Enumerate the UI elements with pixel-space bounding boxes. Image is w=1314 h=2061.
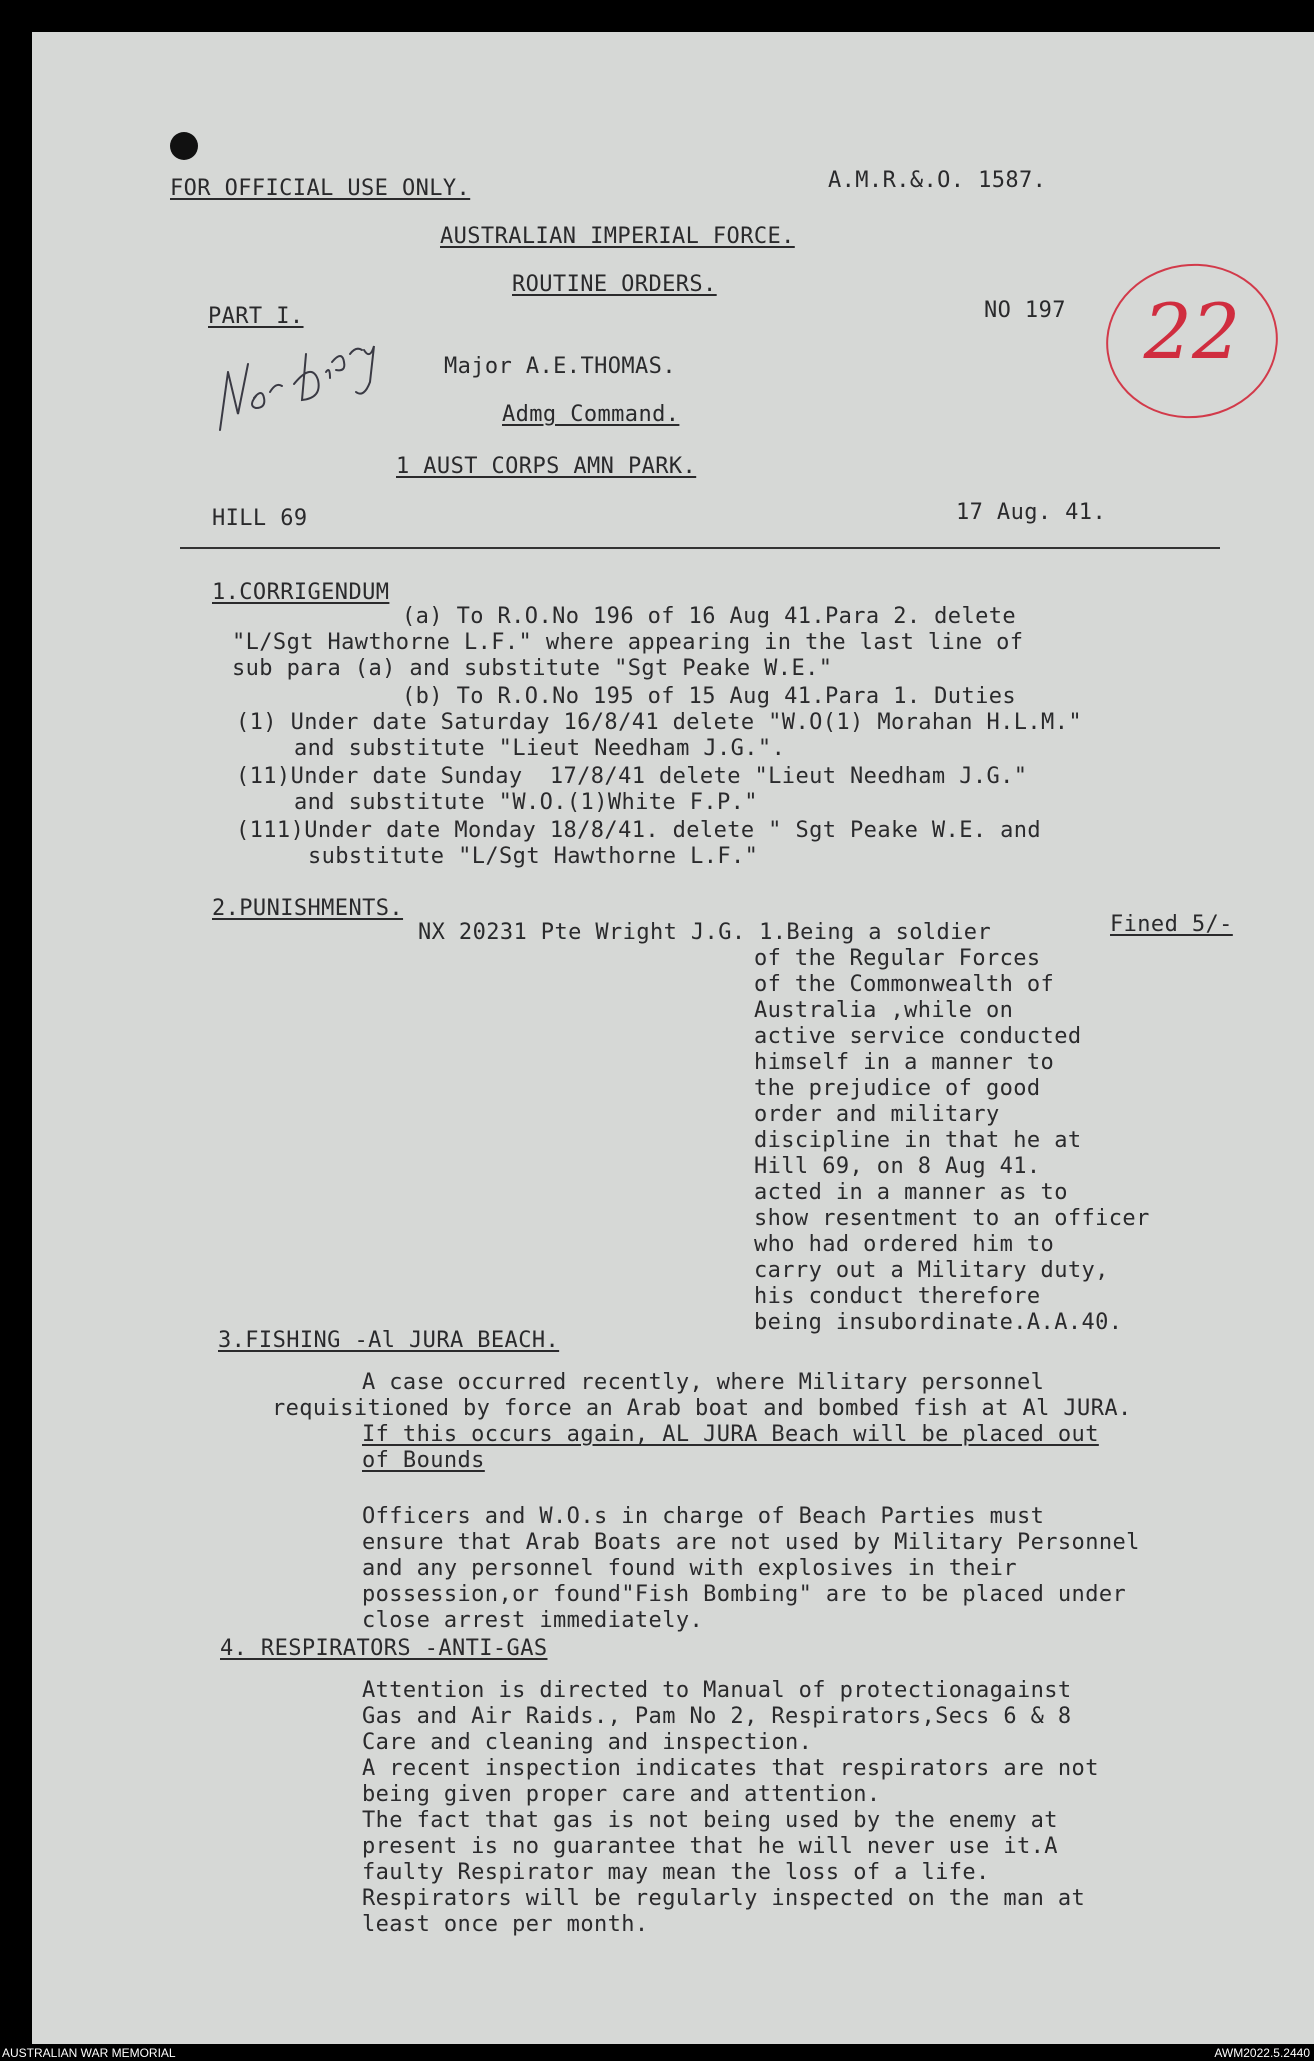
corrigendum-line: and substitute "Lieut Needham J.G.". bbox=[294, 736, 786, 761]
corrigendum-line: (1) Under date Saturday 16/8/41 delete "W.O(1) Morahan H.L.M." bbox=[236, 710, 1082, 735]
part-label: PART I. bbox=[208, 304, 304, 329]
punishment-line: of the Regular Forces bbox=[754, 946, 1041, 971]
punch-hole bbox=[170, 132, 198, 160]
punishment-line: his conduct therefore bbox=[754, 1284, 1041, 1309]
punishment-line: active service conducted bbox=[754, 1024, 1082, 1049]
punishment-line: acted in a manner as to bbox=[754, 1180, 1068, 1205]
punishment-line: of the Commonwealth of bbox=[754, 972, 1055, 997]
fishing-line: If this occurs again, AL JURA Beach will be placed out bbox=[362, 1422, 1099, 1447]
punishment-line: Hill 69, on 8 Aug 41. bbox=[754, 1154, 1041, 1179]
fishing-line: A case occurred recently, where Military personnel bbox=[362, 1370, 1045, 1395]
punishment-line: Australia ,while on bbox=[754, 998, 1014, 1023]
punishment-line: himself in a manner to bbox=[754, 1050, 1055, 1075]
section-heading-punishments: 2.PUNISHMENTS. bbox=[212, 896, 404, 921]
respirators-line: being given proper care and attention. bbox=[362, 1782, 881, 1807]
corrigendum-line: sub para (a) and substitute "Sgt Peake W.E." bbox=[232, 656, 833, 681]
corrigendum-line: (b) To R.O.No 195 of 15 Aug 41.Para 1. Duties bbox=[402, 684, 1017, 709]
punishment-line: discipline in that he at bbox=[754, 1128, 1082, 1153]
fishing-line: requisitioned by force an Arab boat and bombed fish at Al JURA. bbox=[272, 1396, 1132, 1421]
fishing-line: and any personnel found with explosives in their bbox=[362, 1556, 1017, 1581]
respirators-line: Gas and Air Raids., Pam No 2, Respirators,Secs 6 & 8 bbox=[362, 1704, 1072, 1729]
punishment-entry: NX 20231 Pte Wright J.G. 1.Being a soldier bbox=[418, 920, 992, 945]
respirators-line: Care and cleaning and inspection. bbox=[362, 1730, 813, 1755]
document-page bbox=[32, 32, 1314, 2044]
respirators-line: The fact that gas is not being used by the enemy at bbox=[362, 1808, 1058, 1833]
respirators-line: Attention is directed to Manual of protectionagainst bbox=[362, 1678, 1072, 1703]
section-heading-respirators: 4. RESPIRATORS -ANTI-GAS bbox=[220, 1636, 548, 1661]
corrigendum-line: (111)Under date Monday 18/8/41. delete " Sgt Peake W.E. and bbox=[236, 818, 1042, 843]
corrigendum-line: substitute "L/Sgt Hawthorne L.F." bbox=[308, 844, 759, 869]
punishment-fine: Fined 5/- bbox=[1110, 912, 1233, 937]
punishment-line: who had ordered him to bbox=[754, 1232, 1055, 1257]
reference-number: A.M.R.&.O. 1587. bbox=[828, 168, 1047, 193]
respirators-line: Respirators will be regularly inspected on the man at bbox=[362, 1886, 1086, 1911]
footer-credit: AUSTRALIAN WAR MEMORIAL bbox=[2, 2046, 176, 2060]
orders-title: ROUTINE ORDERS. bbox=[512, 272, 717, 297]
fishing-line: close arrest immediately. bbox=[362, 1608, 704, 1633]
order-number: NO 197 bbox=[984, 298, 1066, 323]
footer-accession-number: AWM2022.5.2440 bbox=[1214, 2046, 1310, 2060]
punishment-line: order and military bbox=[754, 1102, 1000, 1127]
officer-name: Major A.E.THOMAS. bbox=[444, 354, 676, 379]
respirators-line: present is no guarantee that he will never use it.A bbox=[362, 1834, 1058, 1859]
corrigendum-line: (11)Under date Sunday 17/8/41 delete "Lieut Needham J.G." bbox=[236, 764, 1028, 789]
fishing-line: ensure that Arab Boats are not used by Military Personnel bbox=[362, 1530, 1140, 1555]
unit-title: 1 AUST CORPS AMN PARK. bbox=[396, 454, 697, 479]
punishment-line: carry out a Military duty, bbox=[754, 1258, 1109, 1283]
command-title: Admg Command. bbox=[502, 402, 680, 427]
section-heading-fishing: 3.FISHING -Al JURA BEACH. bbox=[218, 1328, 560, 1353]
respirators-line: least once per month. bbox=[362, 1912, 649, 1937]
place-label: HILL 69 bbox=[212, 506, 308, 531]
punishment-line: show resentment to an officer bbox=[754, 1206, 1150, 1231]
force-title: AUSTRALIAN IMPERIAL FORCE. bbox=[440, 224, 795, 249]
fishing-line: of Bounds bbox=[362, 1448, 485, 1473]
official-use-label: FOR OFFICIAL USE ONLY. bbox=[170, 176, 471, 201]
corrigendum-line: and substitute "W.O.(1)White F.P." bbox=[294, 790, 758, 815]
punishment-line: the prejudice of good bbox=[754, 1076, 1041, 1101]
header-divider bbox=[180, 547, 1220, 549]
war-diary-handwriting bbox=[214, 302, 414, 442]
fishing-line: Officers and W.O.s in charge of Beach Parties must bbox=[362, 1504, 1045, 1529]
circled-number: 22 bbox=[1143, 287, 1241, 376]
respirators-line: A recent inspection indicates that respirators are not bbox=[362, 1756, 1099, 1781]
section-heading-corrigendum: 1.CORRIGENDUM bbox=[212, 580, 390, 605]
respirators-line: faulty Respirator may mean the loss of a life. bbox=[362, 1860, 990, 1885]
order-date: 17 Aug. 41. bbox=[956, 500, 1107, 525]
corrigendum-line: (a) To R.O.No 196 of 16 Aug 41.Para 2. delete bbox=[402, 604, 1017, 629]
fishing-line: possession,or found"Fish Bombing" are to be placed under bbox=[362, 1582, 1127, 1607]
corrigendum-line: "L/Sgt Hawthorne L.F." where appearing in the last line of bbox=[232, 630, 1024, 655]
punishment-line: being insubordinate.A.A.40. bbox=[754, 1310, 1123, 1335]
